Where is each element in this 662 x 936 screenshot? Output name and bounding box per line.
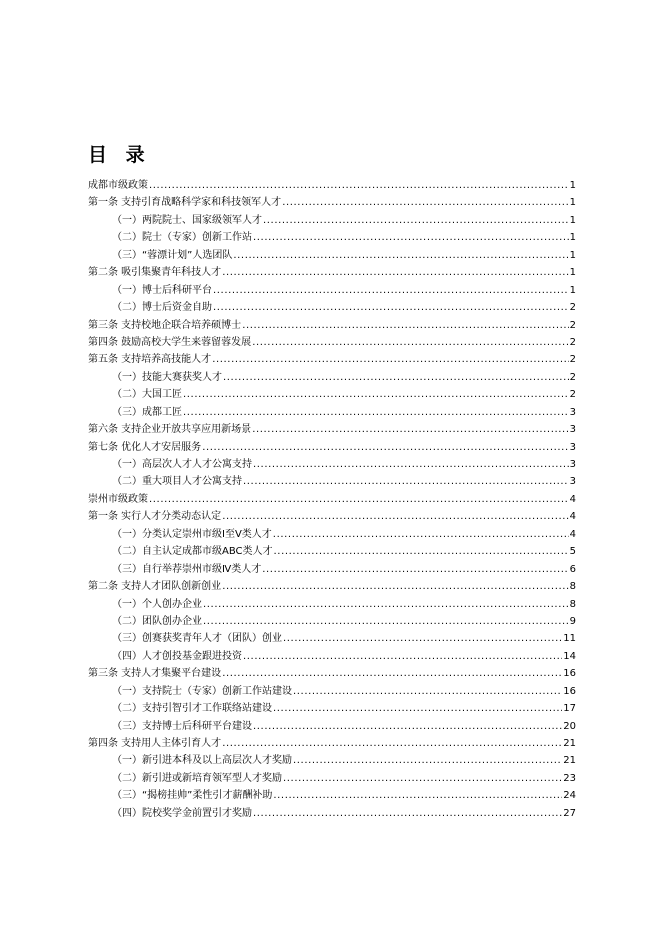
toc-entry-section[interactable] [88,351,576,368]
toc-entry-label: 第五条 支持培养高技能人才 [88,354,212,366]
toc-entry-page-number: 2 [569,319,576,331]
toc-entry-label: 第三条 支持人才集聚平台建设 [88,668,222,680]
toc-entry-section[interactable] [88,491,576,508]
toc-entry-label: 第七条 优化人才安居服务 [88,441,202,453]
toc-entry-page-number: 4 [569,528,576,540]
toc-entry-label: 崇州市级政策 [88,493,148,505]
toc-entry-page-number: 1 [569,284,576,296]
toc-dot-leader [183,404,569,421]
toc-dot-leader [222,508,568,525]
toc-entry-subsection[interactable] [88,456,576,473]
toc-entry-page-number: 9 [569,615,576,627]
toc-entry-page-number: 1 [569,232,576,244]
toc-entry-section[interactable] [88,578,576,595]
toc-entry-page-number: 3 [569,476,576,488]
toc-entry-label: 第四条 支持用人主体引育人才 [88,738,222,749]
toc-entry-page-number: 14 [563,650,576,662]
toc-dot-leader [203,596,569,613]
toc-entry-label: （三）自行举荐崇州市级Ⅳ类人才 [112,563,262,575]
toc-dot-leader [213,299,569,316]
toc-dot-leader [252,421,568,438]
toc-entry-page-number: 2 [569,354,576,366]
toc-entry-page-number: 23 [563,772,576,784]
toc-entry-subsection[interactable] [88,596,576,613]
toc-entry-subsection[interactable] [88,700,576,717]
toc-entry-subsection[interactable] [88,683,576,700]
toc-dot-leader [283,770,562,787]
toc-title: 目 录 [88,144,151,166]
toc-dot-leader [273,700,562,717]
toc-dot-leader [242,317,568,334]
toc-entry-subsection[interactable] [88,543,576,560]
toc-entry-page-number: 1 [569,197,576,209]
toc-entry-page-number: 17 [563,703,576,715]
toc-entry-page-number: 3 [569,441,576,453]
toc-entry-label: （二）支持引智引才工作联络站建设 [112,703,272,715]
toc-entry-page-number: 1 [569,267,576,279]
toc-dot-leader [263,212,569,229]
toc-entry-label: （一）支持院士（专家）创新工作站建设 [112,685,292,697]
toc-entry-label: （二）重大项目人才公寓支持 [112,476,242,488]
toc-dot-leader [273,787,562,804]
toc-dot-leader [274,543,569,560]
toc-dot-leader [222,735,562,752]
toc-entry-label: 第三条 支持校地企联合培养硕博士 [88,319,242,331]
toc-entry-label: （一）新引进本科及以上高层次人才奖励 [112,755,292,767]
toc-entry-subsection[interactable] [88,648,576,665]
toc-entry-label: 第二条 支持人才团队创新创业 [88,581,222,593]
toc-dot-leader [149,491,569,508]
toc-entry-label: （二）院士（专家）创新工作站 [112,232,252,244]
toc-dot-leader [149,177,569,194]
toc-entry-page-number: 3 [569,406,576,418]
toc-entry-page-number: 4 [569,511,576,523]
toc-entry-page-number: 4 [569,493,576,505]
toc-entry-label: （一）技能大赛获奖人才 [112,371,222,383]
toc-dot-leader [243,473,569,490]
toc-dot-leader [253,229,569,246]
toc-entry-page-number: 11 [563,633,576,645]
toc-entry-subsection[interactable] [88,229,576,246]
toc-entry-page-number: 24 [563,790,576,802]
toc-entry-subsection[interactable] [88,770,576,787]
toc-entry-section[interactable] [88,264,576,281]
toc-entry-label: （三）成都工匠 [112,406,182,418]
toc-dot-leader [282,194,568,211]
toc-entry-label: （二）大国工匠 [112,389,182,401]
toc-entry-page-number: 3 [569,424,576,436]
toc-entry-label: （一）分类认定崇州市级Ⅰ至Ⅴ类人才 [112,528,272,540]
toc-entry-subsection[interactable] [88,282,576,299]
toc-dot-leader [212,351,568,368]
toc-dot-leader [183,386,569,403]
toc-entry-page-number: 16 [563,668,576,680]
toc-entry-page-number: 2 [569,371,576,383]
toc-dot-leader [253,456,569,473]
toc-entry-subsection[interactable] [88,369,576,386]
toc-entry-label: （四）院校奖学金前置引才奖励 [112,807,252,819]
toc-entry-label: 第一条 支持引育战略科学家和科技领军人才 [88,197,282,209]
toc-entry-section[interactable] [88,334,576,351]
toc-entry-label: （三）支持博士后科研平台建设 [112,720,252,732]
toc-entry-subsection[interactable] [88,212,576,229]
toc-entry-label: （一）两院院士、国家级领军人才 [112,214,262,226]
toc-entry-label: 第四条 鼓励高校大学生来蓉留蓉发展 [88,336,252,348]
toc-entry-page-number: 8 [569,598,576,610]
toc-dot-leader [273,526,569,543]
toc-entry-label: （一）博士后科研平台 [112,284,212,296]
toc-dot-leader [262,561,568,578]
toc-entry-subsection[interactable] [88,247,576,264]
toc-entry-label: （二）新引进或新培育领军型人才奖励 [112,772,282,784]
toc-entry-page-number: 3 [569,459,576,470]
toc-entry-subsection[interactable] [88,404,576,421]
toc-entry-subsection[interactable] [88,787,576,804]
toc-entry-section[interactable] [88,439,576,456]
toc-dot-leader [293,683,562,700]
toc-entry-page-number: 21 [563,738,576,749]
toc-entry-subsection[interactable] [88,561,576,578]
toc-dot-leader [253,718,562,735]
toc-entry-subsection[interactable] [88,805,576,822]
toc-entry-label: 成都市级政策 [88,180,148,191]
toc-dot-leader [253,805,562,822]
toc-dot-leader [202,439,568,456]
toc-entry-page-number: 27 [563,807,576,819]
toc-entry-label: （一）个人创办企业 [112,598,202,610]
toc-entry-label: 第六条 支持企业开放共享应用新场景 [88,424,252,436]
toc-dot-leader [283,630,562,647]
toc-entry-subsection[interactable] [88,386,576,403]
toc-entry-label: 第一条 实行人才分类动态认定 [88,511,222,523]
toc-entry-subsection[interactable] [88,752,576,769]
toc-entry-subsection[interactable] [88,299,576,316]
toc-entry-page-number: 21 [563,755,576,767]
toc-entry-subsection[interactable] [88,630,576,647]
toc-dot-leader [222,264,568,281]
toc-entry-label: （一）高层次人才人才公寓支持 [112,459,252,470]
toc-entry-label: （三）“蓉漂计划”人选团队 [112,249,233,261]
toc-entry-section[interactable] [88,317,576,334]
toc-entry-label: 第二条 吸引集聚青年科技人才 [88,267,222,279]
toc-entry-page-number: 16 [563,685,576,697]
toc-entry-page-number: 20 [563,720,576,732]
toc-entry-label: （二）团队创办企业 [112,615,202,627]
toc-entry-page-number: 8 [569,581,576,593]
toc-dot-leader [233,247,568,264]
toc-entry-subsection[interactable] [88,613,576,630]
toc-dot-leader [222,665,562,682]
toc-dot-leader [223,369,569,386]
toc-entry-section[interactable] [88,194,576,211]
toc-dot-leader [213,282,569,299]
toc-entry-page-number: 2 [569,336,576,348]
toc-entry-page-number: 6 [569,563,576,575]
toc-list [88,177,576,822]
toc-entry-subsection[interactable] [88,473,576,490]
toc-entry-subsection[interactable] [88,526,576,543]
toc-dot-leader [252,334,568,351]
toc-entry-page-number: 2 [569,302,576,314]
toc-entry-section[interactable] [88,508,576,525]
toc-entry-section[interactable] [88,735,576,752]
toc-entry-label: （三）“揭榜挂帅”柔性引才薪酬补助 [112,790,273,802]
toc-entry-label: （三）创赛获奖青年人才（团队）创业 [112,633,282,645]
toc-dot-leader [203,613,569,630]
toc-dot-leader [243,648,562,665]
toc-entry-section[interactable] [88,421,576,438]
toc-dot-leader [293,752,562,769]
toc-entry-label: （四）人才创投基金跟进投资 [112,650,242,662]
toc-dot-leader [222,578,568,595]
toc-entry-page-number: 2 [569,389,576,401]
toc-entry-page-number: 1 [569,249,576,261]
toc-entry-page-number: 5 [569,546,576,558]
toc-entry-section[interactable] [88,665,576,682]
toc-entry-section[interactable] [88,177,576,194]
toc-entry-label: （二）博士后资金自助 [112,302,212,314]
toc-entry-subsection[interactable] [88,718,576,735]
toc-entry-page-number: 1 [569,214,576,226]
toc-entry-label: （二）自主认定成都市级ABC类人才 [112,546,273,558]
toc-entry-page-number: 1 [569,180,576,191]
